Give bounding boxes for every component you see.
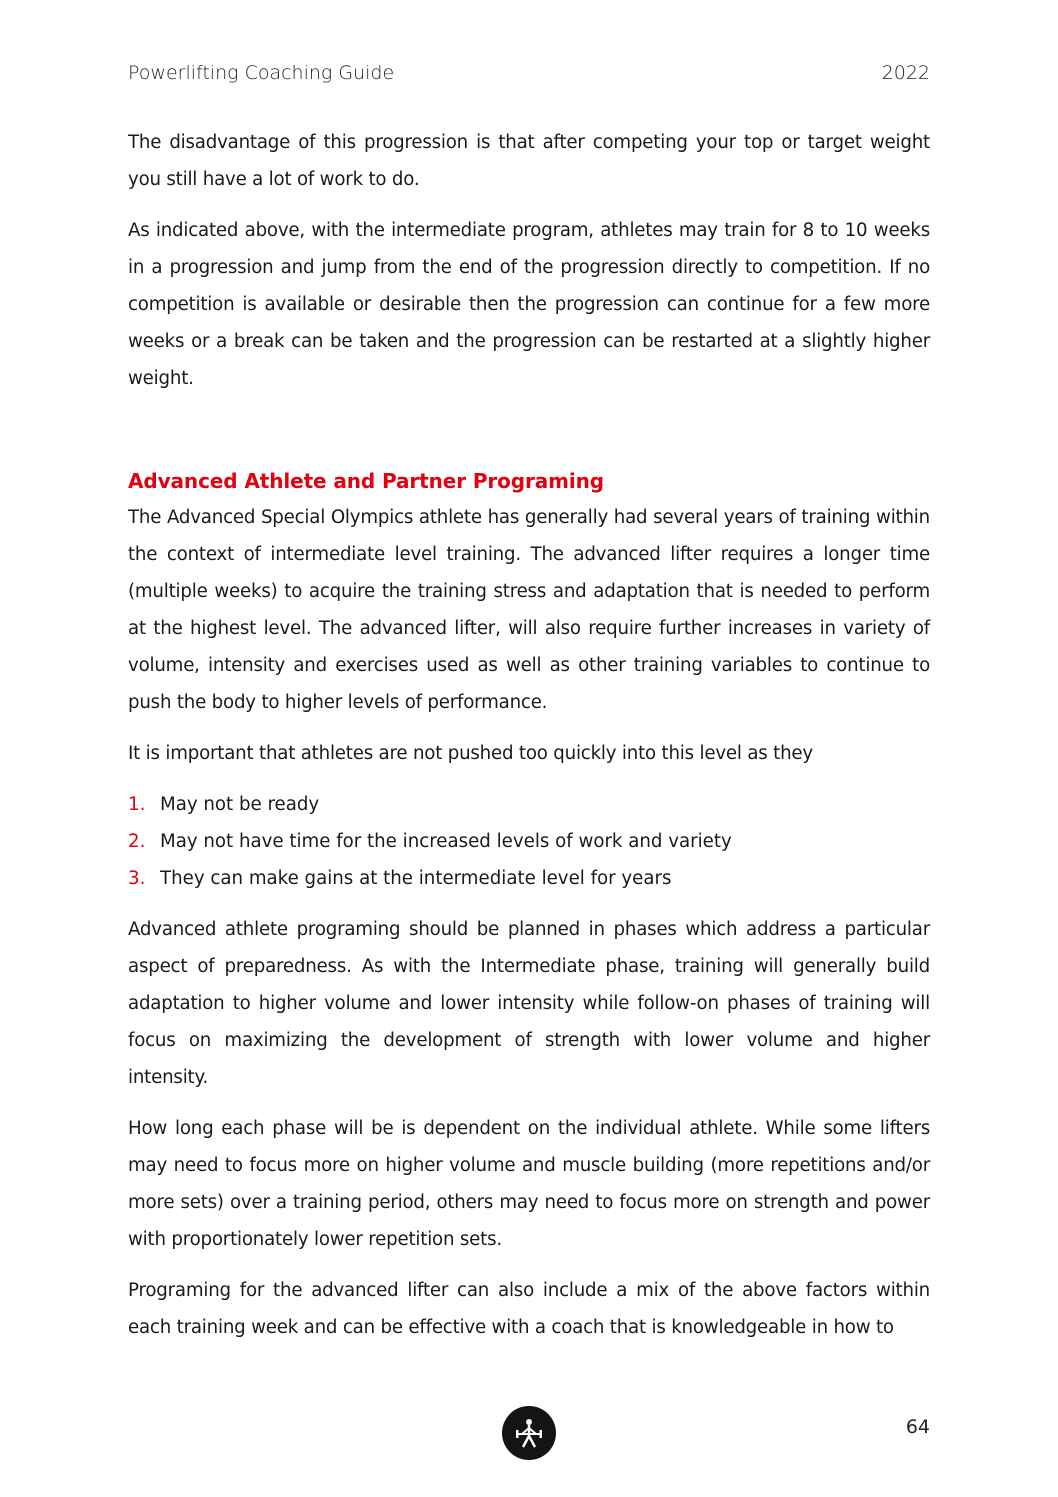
list-number: 3. (128, 868, 146, 889)
document-title: Powerlifting Coaching Guide (128, 62, 395, 84)
paragraph: The disadvantage of this progression is that after competing your top or target weight you still have a lot of work to do. (128, 132, 930, 190)
list-item (128, 860, 930, 897)
page-content (128, 124, 930, 1360)
paragraph: It is important that athletes are not pushed too quickly into this level as they (128, 743, 813, 764)
list-number: 1. (128, 794, 146, 815)
paragraph: How long each phase will be is dependent on the individual athlete. While some lifters may need to focus more on higher volume and muscle building (more repetitions and/or more sets) over a training period, others may need to focus more on strength and power with proportionately lower repetition sets. (128, 1118, 930, 1250)
weightlifter-icon (502, 1406, 556, 1460)
paragraph: Programing for the advanced lifter can also include a mix of the above factors within each training week and can be effective with a coach that is knowledgeable in how to (128, 1280, 930, 1338)
paragraph: Advanced athlete programing should be planned in phases which address a particular aspect of preparedness. As with the Intermediate phase, training will generally build adaptation to higher volume and lower intensity while follow-on phases of training will focus on maximizing the development of strength with lower volume and higher intensity. (128, 919, 930, 1088)
numbered-list (128, 786, 930, 897)
list-item (128, 786, 930, 823)
page-number: 64 (905, 1416, 930, 1438)
list-text: May not be ready (160, 794, 320, 815)
document-year: 2022 (881, 62, 930, 84)
paragraph: The Advanced Special Olympics athlete has generally had several years of training within the context of intermediate level training. The advanced lifter requires a longer time (multiple weeks) to acquire the training stress and adaptation that is needed to perform at the highest level. The advanced lifter, will also require further increases in variety of volume, intensity and exercises used as well as other training variables to continue to push the body to higher levels of performance. (128, 507, 930, 713)
list-text: They can make gains at the intermediate level for years (160, 868, 672, 889)
paragraph: As indicated above, with the intermediate program, athletes may train for 8 to 10 weeks in a progression and jump from the end of the progression directly to competition. If no competition is available or desirable then the progression can continue for a few more weeks or a break can be taken and the progression can be restarted at a slightly higher weight. (128, 220, 930, 389)
section-spacer (128, 411, 930, 463)
list-number: 2. (128, 831, 146, 852)
page-header (128, 62, 930, 84)
section-heading: Advanced Athlete and Partner Programing (128, 469, 605, 493)
list-text: May not have time for the increased levels of work and variety (160, 831, 732, 852)
list-item (128, 823, 930, 860)
